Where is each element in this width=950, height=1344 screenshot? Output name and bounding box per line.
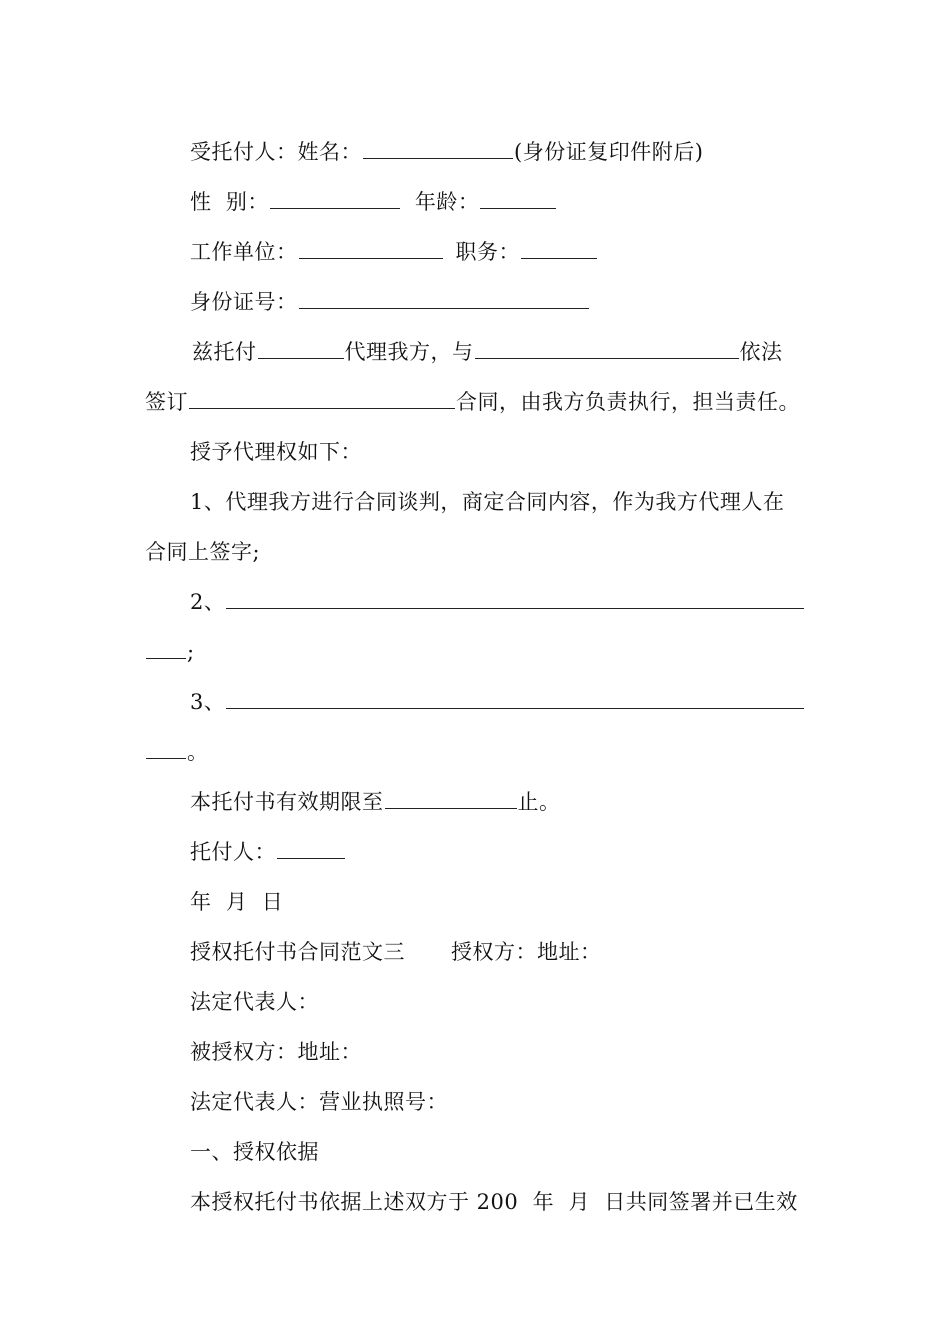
item-2-blank-cont [146, 638, 186, 659]
grantor-legal-rep: 法定代表人： [190, 990, 319, 1014]
principal-label: 托付人： [190, 840, 276, 864]
sample-three-title: 授权托付书合同范文三 [190, 940, 405, 964]
item-3-blank [226, 688, 804, 709]
gender-blank [270, 188, 400, 209]
authority-item-3 [190, 687, 805, 717]
authority-item-1: 1、代理我方进行合同谈判，商定合同内容，作为我方代理人在 [190, 490, 785, 514]
grantee-address: 被授权方：地址： [190, 1040, 362, 1064]
entrust-line-2 [145, 387, 800, 417]
position-blank [521, 238, 597, 259]
date-line: 年 月 日 [190, 890, 284, 914]
id-number-blank [299, 288, 589, 309]
principal-signature-line [190, 837, 346, 867]
id-number-line [190, 287, 590, 317]
id-number-label: 身份证号： [190, 290, 298, 314]
gender-age-line [190, 187, 557, 217]
workplace-label: 工作单位： [190, 240, 298, 264]
gender-label: 性 别： [190, 190, 269, 214]
entrust-suffix: 依法 [739, 340, 783, 364]
age-blank [480, 188, 556, 209]
item-3-blank-cont [146, 738, 186, 759]
entrust-line-1 [192, 337, 783, 367]
section-heading-basis: 一、授权依据 [190, 1140, 319, 1164]
authority-heading: 授予代理权如下： [190, 440, 362, 464]
sample-three-line [190, 937, 602, 967]
item-3-number: 3、 [190, 690, 226, 714]
authority-item-3-cont [145, 737, 209, 767]
validity-line [190, 787, 561, 817]
authority-item-2-cont [145, 637, 195, 667]
party-blank [475, 338, 739, 359]
id-copy-note: (身份证复印件附后) [514, 140, 704, 164]
contract-blank [189, 388, 455, 409]
principal-name-line [190, 137, 703, 167]
grantor-address: 授权方：地址： [451, 940, 602, 964]
validity-blank [385, 788, 517, 809]
item-3-end: 。 [187, 740, 209, 764]
principal-name-label: 受托付人：姓名： [190, 140, 362, 164]
agent-blank [258, 338, 344, 359]
validity-label: 本托付书有效期限至 [190, 790, 384, 814]
item-2-blank [226, 588, 804, 609]
position-label: 职务： [455, 240, 520, 264]
item-2-number: 2、 [190, 590, 226, 614]
grantee-legal-rep-license: 法定代表人：营业执照号： [190, 1090, 448, 1114]
workplace-position-line [190, 237, 598, 267]
principal-blank [277, 838, 345, 859]
entrust-middle: 代理我方，与 [344, 340, 474, 364]
authority-item-1-cont: 合同上签字; [145, 540, 261, 564]
sign-suffix: 合同，由我方负责执行，担当责任。 [456, 390, 800, 414]
entrust-prefix: 兹托付 [192, 340, 257, 364]
validity-end: 止。 [517, 790, 561, 814]
authority-item-2 [190, 587, 805, 617]
item-2-end: ; [187, 640, 195, 664]
age-label: 年龄： [414, 190, 480, 214]
name-blank [363, 138, 513, 159]
basis-paragraph: 本授权托付书依据上述双方于 200 年 月 日共同签署并已生效 [190, 1190, 798, 1214]
sign-prefix: 签订 [145, 390, 188, 414]
workplace-blank [299, 238, 443, 259]
